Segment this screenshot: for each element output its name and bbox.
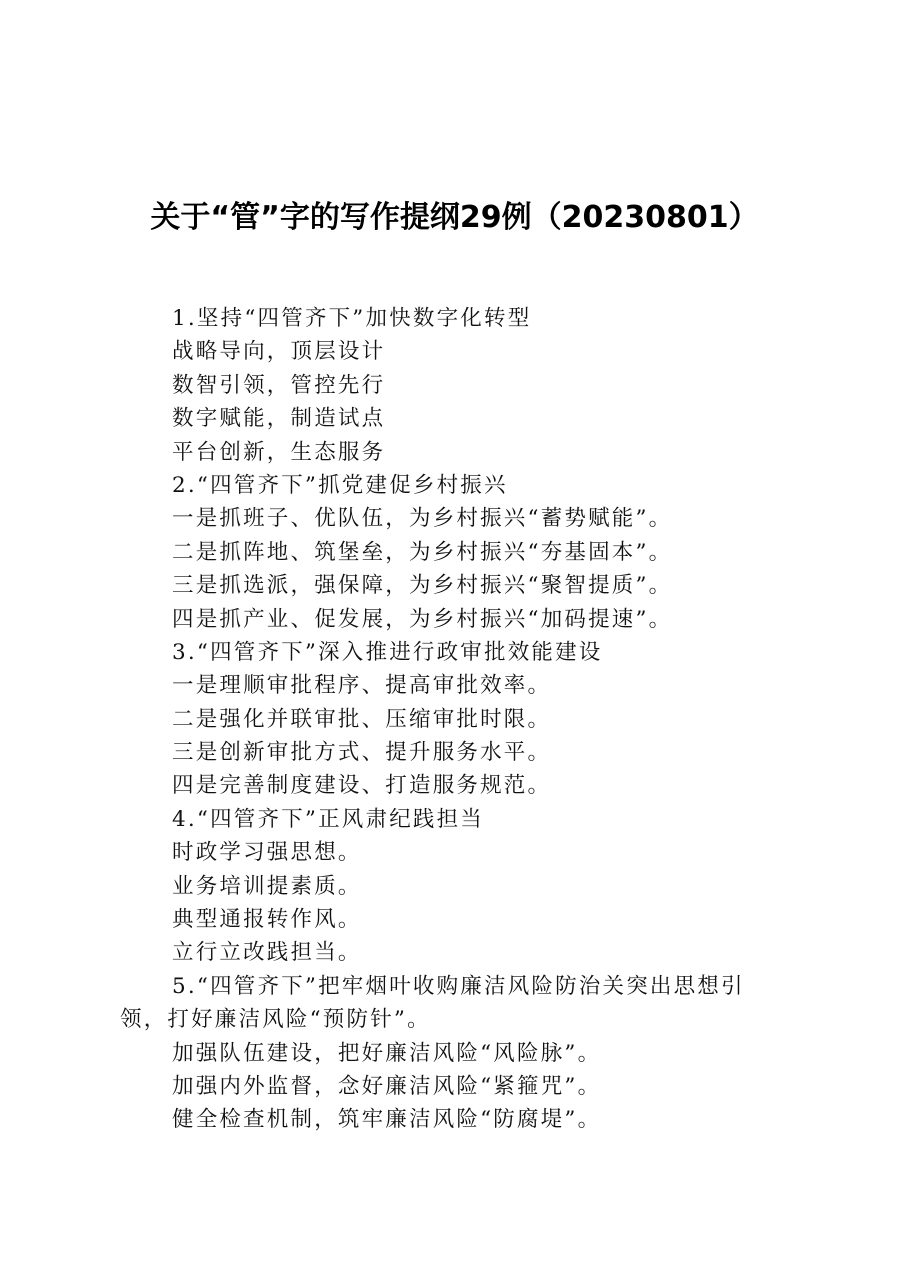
heading-1: 1.坚持“四管齐下”加快数字化转型 <box>172 306 532 331</box>
heading-2: 2.“四管齐下”抓党建促乡村振兴 <box>172 472 508 498</box>
paragraph-line: 平台创新，生态服务 <box>172 439 386 465</box>
paragraph-line: 四是完善制度建设、打造服务规范。 <box>172 773 552 799</box>
document-title: 关于“管”字的写作提纲29例（20230801） <box>150 200 759 235</box>
heading-4: 4.“四管齐下”正风肃纪践担当 <box>172 806 484 832</box>
paragraph-line: 时政学习强思想。 <box>172 840 362 866</box>
paragraph-line: 二是抓阵地、筑堡垒，为乡村振兴“夯基固本”。 <box>172 539 673 565</box>
paragraph-line: 二是强化并联审批、压缩审批时限。 <box>172 706 552 732</box>
paragraph-line: 战略导向，顶层设计 <box>172 339 386 365</box>
paragraph-line: 三是创新审批方式、提升服务水平。 <box>172 740 552 766</box>
paragraph-line: 健全检查机制，筑牢廉洁风险“防腐堤”。 <box>172 1107 602 1133</box>
paragraph-line: 立行立改践担当。 <box>172 940 362 966</box>
paragraph-line: 四是抓产业、促发展，为乡村振兴“加码提速”。 <box>172 606 673 632</box>
heading-3: 3.“四管齐下”深入推进行政审批效能建设 <box>172 639 603 665</box>
heading-5: 5.“四管齐下”把牢烟叶收购廉洁风险防治关突出思想引 <box>172 973 745 999</box>
paragraph-line: 数智引领，管控先行 <box>172 372 386 398</box>
document-body <box>120 302 800 1137</box>
paragraph-line: 业务培训提素质。 <box>172 873 362 899</box>
paragraph-line: 典型通报转作风。 <box>172 907 362 933</box>
paragraph-line: 数字赋能，制造试点 <box>172 406 386 432</box>
paragraph-line: 一是抓班子、优队伍，为乡村振兴“蓄势赋能”。 <box>172 506 673 532</box>
heading-5-continuation: 领，打好廉洁风险“预防针”。 <box>120 1007 431 1033</box>
paragraph-line: 加强内外监督，念好廉洁风险“紧箍咒”。 <box>172 1073 602 1099</box>
paragraph-line: 三是抓选派，强保障，为乡村振兴“聚智提质”。 <box>172 573 673 599</box>
paragraph-line: 加强队伍建设，把好廉洁风险“风险脉”。 <box>172 1040 602 1066</box>
paragraph-line: 一是理顺审批程序、提高审批效率。 <box>172 673 552 699</box>
